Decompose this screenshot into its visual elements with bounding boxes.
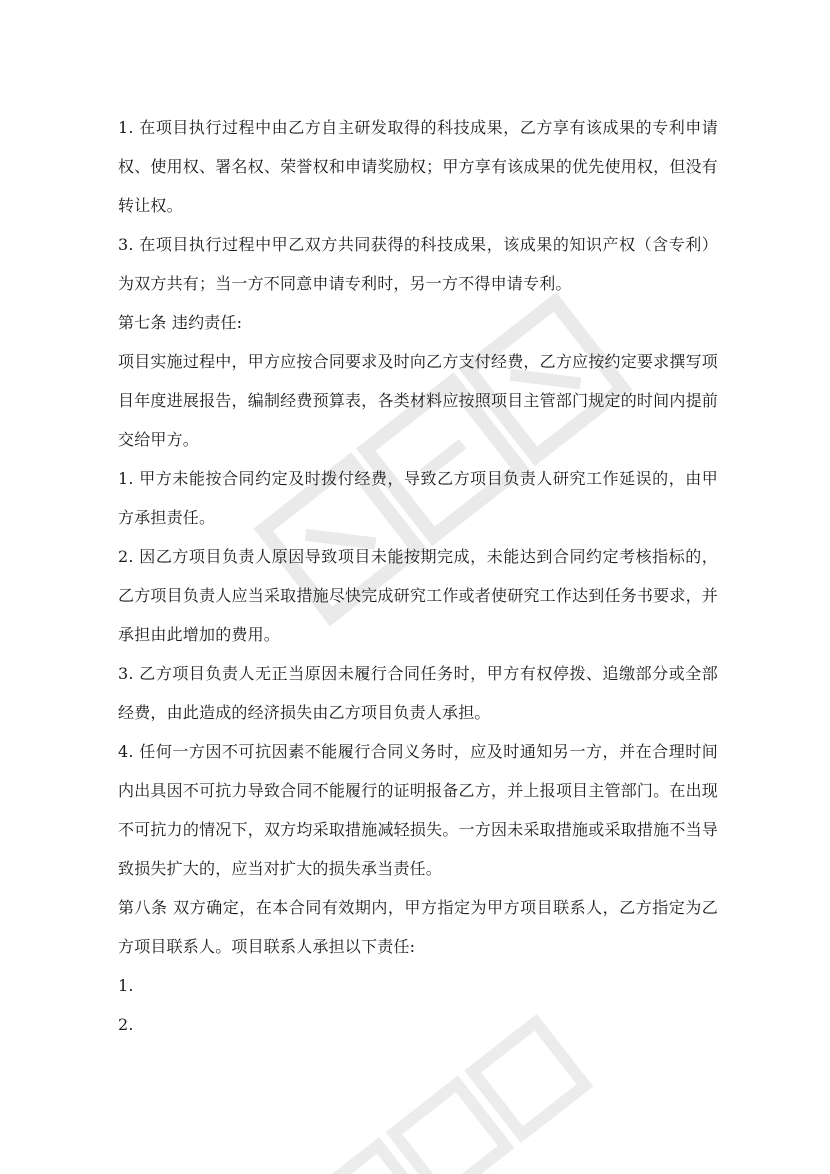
- paragraph-article-8: 第八条 双方确定，在本合同有效期内，甲方指定为甲方项目联系人，乙方指定为乙方项目联系人。项目联系人承担以下责任:: [118, 898, 718, 956]
- paragraph-6: 3. 乙方项目负责人无正当原因未履行合同任务时，甲方有权停拨、追缴部分或全部经费，由此造成的经济损失由乙方项目负责人承担。: [118, 664, 718, 722]
- paragraph-5: 2. 因乙方项目负责人原因导致项目未能按期完成，未能达到合同约定考核指标的，乙方项目负责人应当采取措施尽快完成研究工作或者使研究工作达到任务书要求，并承担由此增加的费用。: [118, 547, 718, 644]
- list-item-1: 1.: [118, 976, 134, 995]
- list-item-2: 2.: [118, 1015, 134, 1034]
- document-body: [118, 108, 718, 1044]
- section-heading-article-7: 第七条 违约责任:: [118, 313, 243, 332]
- paragraph-1: 1. 在项目执行过程中由乙方自主研发取得的科技成果，乙方享有该成果的专利申请权、使用权、署名权、荣誉权和申请奖励权；甲方享有该成果的优先使用权，但没有转让权。: [118, 118, 718, 215]
- paragraph-3: 项目实施过程中，甲方应按合同要求及时向乙方支付经费，乙方应按约定要求撰写项目年度进展报告，编制经费预算表，各类材料应按照项目主管部门规定的时间内提前交给甲方。: [118, 352, 718, 449]
- paragraph-2: 3. 在项目执行过程中甲乙双方共同获得的科技成果，该成果的知识产权（含专利）为双方共有；当一方不同意申请专利时，另一方不得申请专利。: [118, 235, 718, 293]
- paragraph-7: 4. 任何一方因不可抗因素不能履行合同义务时，应及时通知另一方，并在合理时间内出具因不可抗力导致合同不能履行的证明报备乙方，并上报项目主管部门。在出现不可抗力的情况下，双方均采取措施减轻损失。一方因未采取措施或采取措施不当导致损失扩大的，应当对扩大的损失承当责任。: [118, 742, 718, 878]
- paragraph-4: 1. 甲方未能按合同约定及时拨付经费，导致乙方项目负责人研究工作延误的，由甲方承担责任。: [118, 469, 718, 527]
